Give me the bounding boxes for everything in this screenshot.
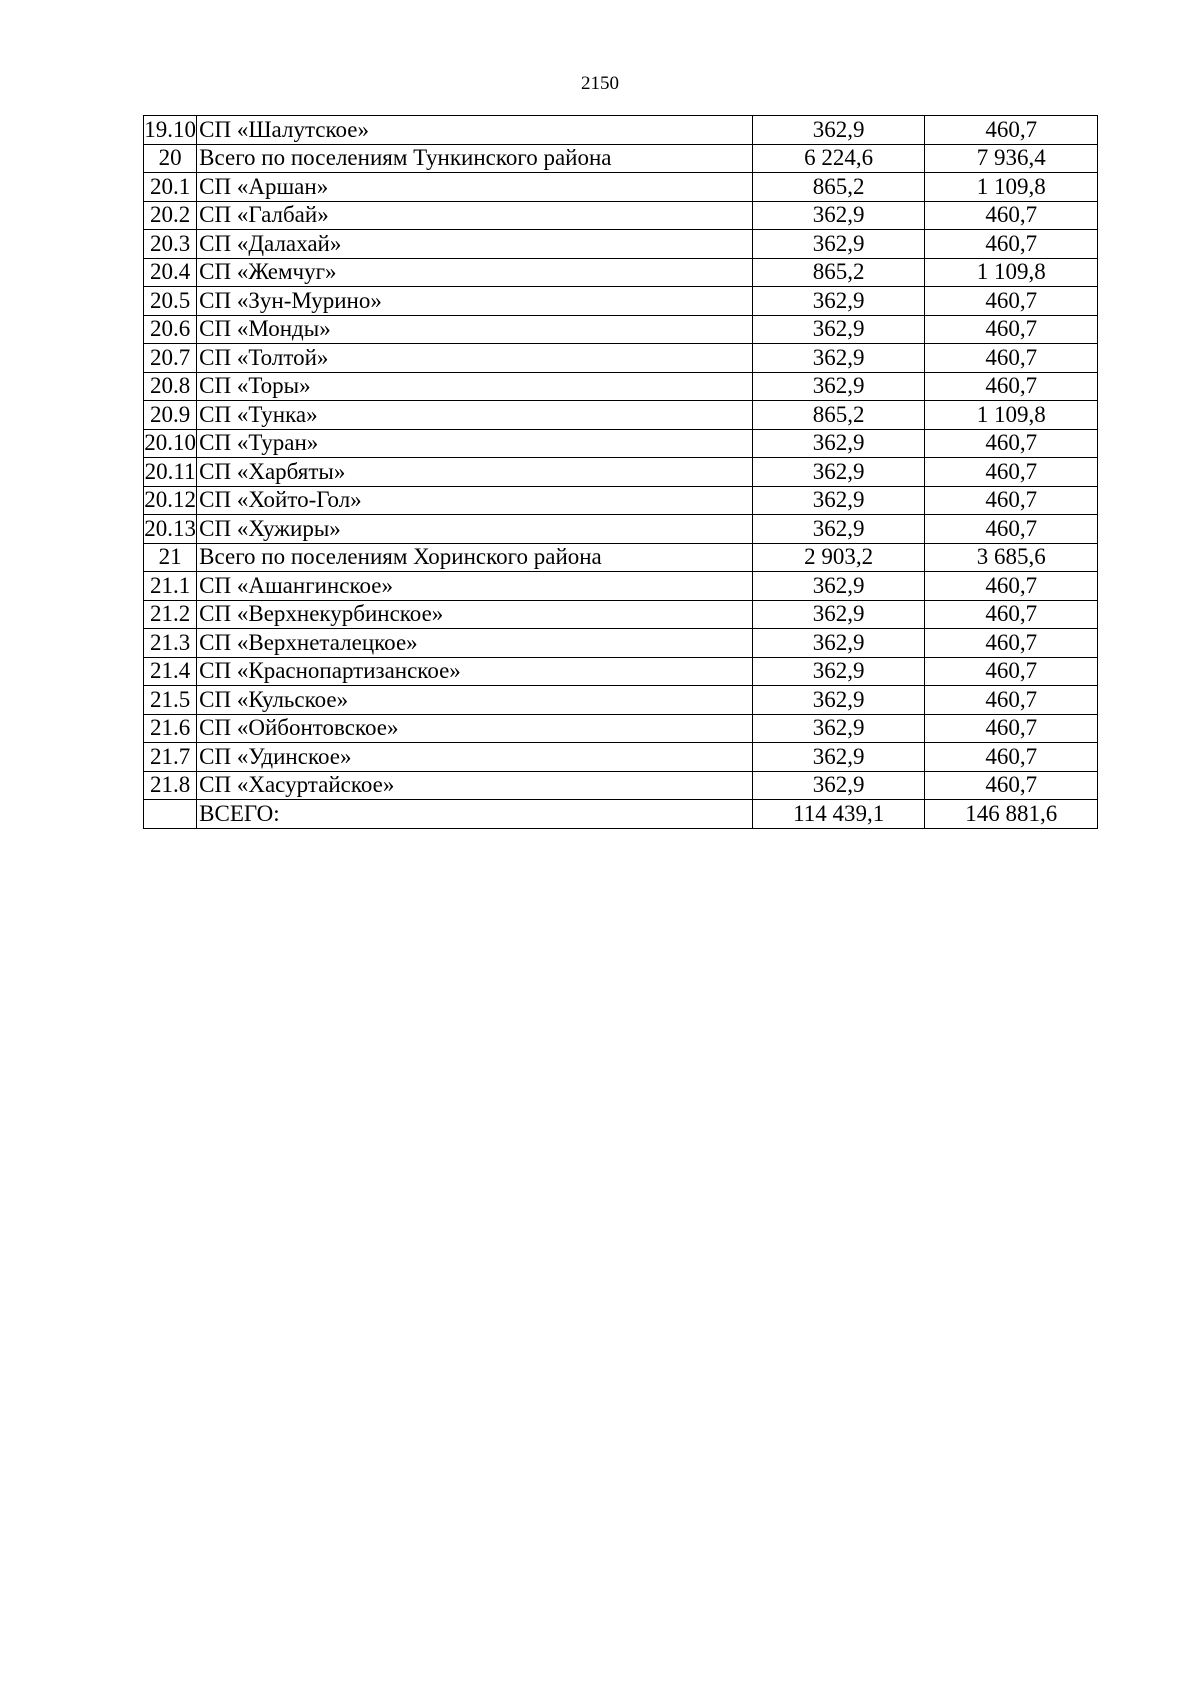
settlement-name-cell: СП «Галбай»: [197, 201, 753, 230]
row-number-cell: [144, 800, 197, 829]
table-row: [144, 600, 1098, 629]
value-2-cell: 460,7: [925, 429, 1098, 458]
value-1-cell: 362,9: [752, 116, 925, 145]
row-number-cell: 21.1: [144, 572, 197, 601]
value-2-cell: 1 109,8: [925, 173, 1098, 202]
row-number-cell: 21.6: [144, 714, 197, 743]
row-number-cell: 21.2: [144, 600, 197, 629]
row-number-cell: 20.5: [144, 287, 197, 316]
settlement-name-cell: СП «Торы»: [197, 372, 753, 401]
value-1-cell: 362,9: [752, 657, 925, 686]
row-number-cell: 20.10: [144, 429, 197, 458]
settlement-name-cell: СП «Жемчуг»: [197, 258, 753, 287]
row-number-cell: 20.7: [144, 344, 197, 373]
value-2-cell: 460,7: [925, 515, 1098, 544]
table-row: [144, 629, 1098, 658]
settlement-name-cell: СП «Кульское»: [197, 686, 753, 715]
table-row: [144, 372, 1098, 401]
value-2-cell: 1 109,8: [925, 401, 1098, 430]
row-number-cell: 20: [144, 144, 197, 173]
settlement-name-cell: Всего по поселениям Тункинского района: [197, 144, 753, 173]
value-1-cell: 362,9: [752, 771, 925, 800]
value-1-cell: 362,9: [752, 344, 925, 373]
value-1-cell: 362,9: [752, 486, 925, 515]
settlement-name-cell: Всего по поселениям Хоринского района: [197, 543, 753, 572]
value-2-cell: 460,7: [925, 486, 1098, 515]
table-row: [144, 686, 1098, 715]
table-row: [144, 543, 1098, 572]
table-row: [144, 743, 1098, 772]
value-2-cell: 460,7: [925, 714, 1098, 743]
value-2-cell: 460,7: [925, 686, 1098, 715]
value-2-cell: 460,7: [925, 287, 1098, 316]
table-row: [144, 657, 1098, 686]
value-1-cell: 362,9: [752, 515, 925, 544]
value-2-cell: 460,7: [925, 743, 1098, 772]
value-2-cell: 460,7: [925, 600, 1098, 629]
settlement-name-cell: СП «Зун-Мурино»: [197, 287, 753, 316]
value-2-cell: 460,7: [925, 657, 1098, 686]
value-2-cell: 460,7: [925, 771, 1098, 800]
table-row: [144, 714, 1098, 743]
value-1-cell: 362,9: [752, 600, 925, 629]
row-number-cell: 20.11: [144, 458, 197, 487]
table-row: [144, 572, 1098, 601]
settlement-name-cell: СП «Ашангинское»: [197, 572, 753, 601]
table-row: [144, 258, 1098, 287]
table-row: [144, 201, 1098, 230]
table-row: [144, 287, 1098, 316]
value-1-cell: 362,9: [752, 287, 925, 316]
row-number-cell: 21.4: [144, 657, 197, 686]
settlement-name-cell: СП «Хасуртайское»: [197, 771, 753, 800]
row-number-cell: 21: [144, 543, 197, 572]
value-2-cell: 460,7: [925, 230, 1098, 259]
settlement-name-cell: СП «Хойто-Гол»: [197, 486, 753, 515]
value-1-cell: 865,2: [752, 401, 925, 430]
value-1-cell: 362,9: [752, 230, 925, 259]
row-number-cell: 20.13: [144, 515, 197, 544]
table-row: [144, 800, 1098, 829]
row-number-cell: 20.1: [144, 173, 197, 202]
table-row: [144, 230, 1098, 259]
table-row: [144, 173, 1098, 202]
row-number-cell: 20.12: [144, 486, 197, 515]
value-1-cell: 362,9: [752, 743, 925, 772]
row-number-cell: 21.3: [144, 629, 197, 658]
settlement-name-cell: СП «Тунка»: [197, 401, 753, 430]
row-number-cell: 19.10: [144, 116, 197, 145]
value-2-cell: 7 936,4: [925, 144, 1098, 173]
value-2-cell: 3 685,6: [925, 543, 1098, 572]
table-row: [144, 515, 1098, 544]
settlement-name-cell: СП «Ойбонтовское»: [197, 714, 753, 743]
settlement-name-cell: СП «Толтой»: [197, 344, 753, 373]
value-1-cell: 2 903,2: [752, 543, 925, 572]
table-row: [144, 116, 1098, 145]
value-1-cell: 362,9: [752, 458, 925, 487]
table-row: [144, 315, 1098, 344]
table-row: [144, 144, 1098, 173]
row-number-cell: 20.3: [144, 230, 197, 259]
value-1-cell: 362,9: [752, 315, 925, 344]
settlement-name-cell: СП «Далахай»: [197, 230, 753, 259]
table-row: [144, 486, 1098, 515]
value-2-cell: 460,7: [925, 629, 1098, 658]
row-number-cell: 21.5: [144, 686, 197, 715]
table-row: [144, 771, 1098, 800]
value-1-cell: 362,9: [752, 572, 925, 601]
value-1-cell: 362,9: [752, 686, 925, 715]
value-1-cell: 362,9: [752, 629, 925, 658]
settlement-name-cell: СП «Верхнеталецкое»: [197, 629, 753, 658]
settlement-name-cell: СП «Хужиры»: [197, 515, 753, 544]
value-1-cell: 865,2: [752, 258, 925, 287]
value-2-cell: 146 881,6: [925, 800, 1098, 829]
value-2-cell: 460,7: [925, 458, 1098, 487]
value-1-cell: 362,9: [752, 201, 925, 230]
row-number-cell: 21.8: [144, 771, 197, 800]
row-number-cell: 20.9: [144, 401, 197, 430]
settlement-name-cell: СП «Краснопартизанское»: [197, 657, 753, 686]
value-2-cell: 460,7: [925, 372, 1098, 401]
settlement-name-cell: ВСЕГО:: [197, 800, 753, 829]
value-2-cell: 1 109,8: [925, 258, 1098, 287]
settlement-name-cell: СП «Харбяты»: [197, 458, 753, 487]
value-1-cell: 362,9: [752, 714, 925, 743]
table-row: [144, 429, 1098, 458]
value-2-cell: 460,7: [925, 315, 1098, 344]
value-1-cell: 114 439,1: [752, 800, 925, 829]
budget-table: [143, 115, 1098, 829]
table-row: [144, 458, 1098, 487]
value-2-cell: 460,7: [925, 572, 1098, 601]
value-2-cell: 460,7: [925, 116, 1098, 145]
row-number-cell: 20.4: [144, 258, 197, 287]
settlement-name-cell: СП «Удинское»: [197, 743, 753, 772]
settlement-name-cell: СП «Шалутское»: [197, 116, 753, 145]
table-row: [144, 401, 1098, 430]
settlement-name-cell: СП «Туран»: [197, 429, 753, 458]
row-number-cell: 21.7: [144, 743, 197, 772]
row-number-cell: 20.2: [144, 201, 197, 230]
row-number-cell: 20.6: [144, 315, 197, 344]
settlement-name-cell: СП «Верхнекурбинское»: [197, 600, 753, 629]
page-number: 2150: [581, 73, 619, 94]
table-body: [144, 116, 1098, 829]
value-1-cell: 362,9: [752, 372, 925, 401]
settlement-name-cell: СП «Монды»: [197, 315, 753, 344]
value-1-cell: 865,2: [752, 173, 925, 202]
value-2-cell: 460,7: [925, 344, 1098, 373]
table-row: [144, 344, 1098, 373]
value-1-cell: 6 224,6: [752, 144, 925, 173]
row-number-cell: 20.8: [144, 372, 197, 401]
value-1-cell: 362,9: [752, 429, 925, 458]
settlement-name-cell: СП «Аршан»: [197, 173, 753, 202]
value-2-cell: 460,7: [925, 201, 1098, 230]
